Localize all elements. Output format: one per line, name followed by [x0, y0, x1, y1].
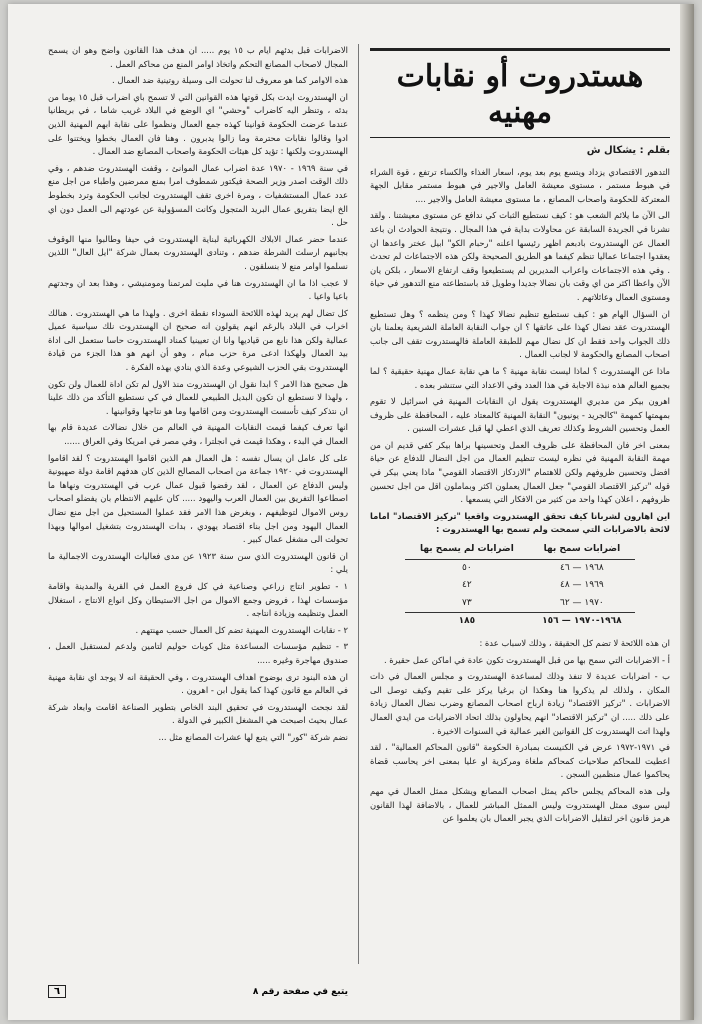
paragraph: لقد نجحت الهستدروت في تحقيق البند الخاص بتطوير الصناعة اقامت وابعاد شركة عمال بحيث اصبحت هي المشغل الكبير في الدولة . [48, 701, 348, 726]
table-row [405, 595, 635, 613]
article-title: هستدروت أو نقابات مهنيه [396, 59, 644, 130]
table-cell: ١٩٦٩ — ٤٨ [560, 580, 604, 591]
table-cell: ٧٣ [462, 597, 472, 608]
paragraph: ان هذه اللائحة لا تضم كل الحقيقة ، وذلك لاسباب عدة : [479, 638, 670, 648]
table-header: اضرابات لم يسمح بها [405, 541, 529, 559]
article-left-column [48, 44, 348, 748]
table-cell: ١٩٦٨-١٩٧٠ — ١٥٦ [529, 613, 635, 631]
paragraph: ان قانون الهستدروت الذي سن سنة ١٩٢٣ عن مدى فعاليات الهستدروت الاجمالية ما يلي : [48, 550, 348, 575]
newspaper-page [8, 4, 694, 1020]
table-row [405, 559, 635, 577]
paragraph: ان هذه البنود ترى بوضوح اهداف الهستدروت ، وفي الحقيقة انه لا يوجد اي نقابة مهنية في العالم مع قانون كهذا كما يقول ابن - اهرون . [48, 671, 348, 696]
table-cell: ٥٠ [462, 562, 472, 573]
continue-note: يتبع في صفحة رقم ٨ [252, 986, 348, 997]
paragraph: على كل عامل ان يسال نفسه : هل العمال هم الذين اقاموا الهستدروت ؟ لقد اقاموا الهستدروت في ١٩٢٠ جماعة من اصحاب المصالح الذين كان هدفهم اقامة دولة صهيونية وليس الدفاع عن العمال ، لقد رفضوا قبول عمال عرب في الهستدروت ونهاها ما اصطاعوا التفريق بين العمال العرب واليهود ..... كان عليهم الانتظام بان يفضلو اصحاب روس الاموال لتوظيفهم ، وبغرض هذا الامر فقد عملوا المستحيل من اجل منع نضال العمال اليهود ومن اجل بناء اقتصاد يهودي ، بدات الهستدروت بتشغيل اموالها وبهذا تحولت الى مشغل عمال كبير . [48, 452, 348, 545]
paragraph: نضم شركة "كور" التي يتبع لها عشرات المصانع مثل ... [158, 731, 348, 742]
paragraph: اهرون بيكر من مديري الهستدروت يقول ان النقابات المهنية في اسرائيل لا تقوم بمهمتها كمهمة "كالجريد - يونيون" النقابة المهنية كالمعتاد عليه ، المحافظة على ظروف العمل وتحسين الشروط وكذلك تعريف الذي اعطي لها قبل عشرات السنين . [370, 396, 670, 434]
paragraph: ماذا عن الهستدروت ؟ لماذا ليست نقابة مهنية ؟ ما هي نقابة عمال مهنية حقيقية ؟ لما بجميع العالم هذه نبذة الاجابة في هذا العدد وفي الاعداد التي ستنشر بعده . [370, 365, 670, 390]
paragraph: انها تعرف كيفما قيمت النقابات المهنية في العالم من خلال نضالات عديدة قام بها العمال في البدء ، وهكذا قيمت في انجلترا ، وفي مصر في امريكا وفي العراق ...... [48, 422, 348, 447]
table-total-row [405, 613, 635, 631]
paragraph: كل تضال لهم يريد لهذه اللائحة السوداء نقطة اخرى . ولهذا ما هي الهستدروت . هنالك اخراب في البلاد بالرغم انهم يقولون انه صحيح ان الهستدروت نلك سياسية عميل عمالية ولكن هذا نابع من قياديها وانا ان تعيينيا كمناد الهستدروت حاسا ستعمل الى اداة بيد العمال ولهكذا ادعى مرة حزب مبام ، وهو أن انهم هو هذا الجزء من قيادة الهستدروت بقي الحزب الشيوعي وعدة الذي بنادي بهذه الفكرة . [48, 307, 348, 373]
table-cell: ١٩٧٠ — ٦٢ [560, 597, 604, 608]
paragraph: اين اهارون لشرىانا كيف تحقق الهستدروت واقعيا "تركيز الاقتصاد" اماما لائحة بالاضرابات التي سمحت ولم تسمح بها الهستدروت : [370, 510, 670, 535]
paragraph: ان السؤال الهام هو : كيف نستطيع تنظيم نضالا كهذا ؟ ومن ينظمه ؟ وهل تستطيع الهستدروت عقد نضال كهذا على عاتقها ؟ ان جواب النقابة العاملة الشريعية يعلمنا بان ذلك الجواب واحد فقط ان كل نضال مهم للطبقة العاملة فالهستدروت تقف الى جانب اصحاب المصانع والحكومة لا لجانب العمال . [370, 308, 670, 360]
paragraph: لا عجب اذا ما ان الهستدروت هنا في مليت لمرتمنا ومومنيشي ، وهذا بعد ان وجدتهم باعيا واعيا . [48, 277, 348, 302]
title-box [370, 48, 670, 138]
paragraph: الى الآن ما يلائم الشعب هو : كيف نستطيع الثبات كي ندافع عن مستوى معيشتنا . ولقد نشرنا في الجريدة السابقة عن محاولات بداية في هذا المجال . ونتيجة الحوادث ان باعد العمال عن الهستدروت بادبعم اظهر رئيسها اعلنه "رحبام الكو" ابيل عختر واعدها ان يعقدوا اجتماعا عماليا تنظم كيفما هو الطريق الصحيحة ولكن هذه الاجتماعات لم تحدث . وفي هذه الاجتماعات واعراب المديرين لم يستطيعوا وقف ارتفاع الاسعار ، بلكن يان الآن واعظا اكثر من اي وقت بان نضالا جديدا وطويل قد باستطاعته منع التدهور في حياة ومستوى العمال وعائلاتهم . [370, 210, 670, 302]
article-right-column [370, 48, 670, 829]
paragraph: هل صحيح هذا الامر ؟ ابدا نقول ان الهستدروت منذ الاول لم تكن اداة للعمال ولن تكون ، ولهذا لا نستطيع ان تكون البديل الطبيعي للعمال في كي نستطيع التأكد من ذلك علينا ان نتذكر كيف تأسست الهستدروت ومن اقامها وما هو نتاجها وقوانينها . [48, 378, 348, 416]
table-cell: ١٨٥ [405, 613, 529, 631]
paragraph: ان الهستدروت ايدت بكل قوتها هذه القوانين التي لا تسمح باي اضراب قبل ١٥ يوما من بدئه ، وتنظر اليه كاضراب "وحشي" اي الوضع في البلاد غريب شاما ، في بريطانيا عندما عرضت الحكومة قوانينا كهذه جمع العمال ونظموا على نقابة ابهم المهنية الذين ادوا وقالوا نقابات محترمة وما زالوا يدبرون . وهنا فان العمال بخطوا ويختنوا على الهستدروت ولكنها : تؤيد كل هيئات الحكومة واصحاب المصانع ضد العمال . [48, 91, 349, 157]
paragraph: بمعنى اخر فان المحافظة على ظروف العمل وتحسينها براها بيكر كفي قديم ان من مهمة النقابة المهنية في نظره ليست تنظيم العمال من اجل النضال للدفاع عن حياة افضل وتحسين ظروفهم ولكن للاهتمام "الازدكاز الاقتصاد القومي" ماذا يعني بيكر في قوله "تركيز الاقتصاد القومي" جعل العمال يعملون اكثر وبماملون اقل من اجل تحسين ظروفهم ، اعلان كهذا واحد من كثير من الافكار التي يسمعها . [370, 439, 670, 505]
paragraph: ١ - تطوير انتاج زراعي وصناعية في كل فروع العمل في القرية والمدينة واقامة مؤسسات لهذا ، فروض وجمع الاموال من اجل الاستيطان وكل انواع الانتاج ، استغلال العمل وتنظيمه وزيادة انتاجه . [48, 580, 348, 619]
paragraph: في سنة ١٩٦٩ - ١٩٧٠ عدة اضراب عمال الموانئ ، وقفت الهستدروت ضدهم ، وفي ذلك الوقت اصدر وزير الصحة فيكتور شمطوف امرا بمنع ممرضين واطباء من اجل منع عدد عمال المستشفيات ، ومرة اخرى تقف الهستدروت لجانب الحكومة وترد بخطوط الخ ايضا بتفريق عمال البريد المتجول وكانت المسؤولية عن عودتهم الى العمل دون اي حل . [48, 162, 348, 228]
paragraph: التدهور الاقتصادي يزداد ويتسع يوم بعد يوم، اسعار الغذاء والكساء ترتفع ، قوة الشراء في هبوط مستمر ، مستوى معيشة العامل والاجير في هبوط مستمر مقابل الجهة المعتركة للحكومة واصحاب المصانع ، ما مستوى معيشة العامل والاجير .... [370, 166, 670, 204]
paragraph: ٢ - نقابات الهستدروت المهنية تضم كل العمال حسب مهنتهم . [135, 624, 348, 635]
strikes-table [405, 541, 635, 631]
paragraph: في ١٩٧١-١٩٧٢ عرض في الكنيست بمبادرة الحكومة "قانون المحاكم العمالية" ، لقد اعطيت للمحاكم صلاحيات كمحاكم ملغاة ومركزية او عليا بمعنى اخر يحاسب قضاة يحاكموا عمال منظمين السجن . [370, 742, 670, 780]
column-divider [358, 44, 359, 964]
binder-edge [680, 4, 694, 1020]
paragraph: هذه الاوامر كما هو معروف لنا تحولت الى وسيلة روتينية ضد العمال . [112, 75, 348, 86]
paragraph: الاضرابات قبل بدئهم ايام ب ١٥ يوم ..... ان هدف هذا القانون واضح وهو ان يسمح المجال لاصحاب المصانع التحكم واتخاذ اوامر المنع من محاكم العمل . [48, 45, 348, 69]
paragraph: ب - اضرابات عديدة لا تنفذ وذلك لمساعدة الهستدروت و مجلس العمال في ذات المكان ، ولذلك لم يذكروا هنا وهكذا ان برغيا يركز على تقيم وكيف توصل الى الاضرابات . "تركيز الاقتصاد" زيادة ارباح اصحاب المصانع وضرب نضال العمال زيادة على ذلك ..... ان "تركيز الاقتصاد" انهم يحاولون بذلك اتحاد الاضرابات من ايدي العمال ولهذا اتت الهستدروت كل القوانين الغير عمالية في السنوات الاخيرة . [370, 671, 670, 736]
table-row [405, 577, 635, 595]
paragraph: ولى هذه المحاكم يجلس حاكم يمثل اصحاب المصانع ويشكل ممثل العمال في مهم ليس سوى ممثل الهستدروت وليس الممثل المباشر للعمال ، بالاضافة لهذا القانون هرمز قانون اخر لتقليل الاضرابات الذي يجبر العمال بان يعلموا عن [370, 785, 670, 824]
table-cell: ٤٢ [462, 580, 472, 591]
table-cell: ١٩٦٨ — ٤٦ [560, 562, 604, 573]
paragraph: أ - الاضرابات التي سمح بها من قبل الهستدروت تكون عادة في اماكن عمل حقيرة . [383, 654, 670, 665]
page-footer [48, 985, 348, 998]
table-header: اضرابات سمح بها [529, 541, 635, 559]
page-number: ٦ [48, 985, 66, 998]
paragraph: ٣ - تنظيم مؤسسات المساعدة مثل كوبات حوليم لتامين ولدعم لمستقبل العمل ، صندوق مهاجرة وغيره ..... [48, 641, 348, 665]
paragraph: عندما حضر عمال الابلاك الكهربائية لبناية الهستدروت في حيفا وطالبوا منها الوقوف بجانبهم ارسلت الشرطة ضدهم ، وتنادى الهستدروت بعمال شركة "ايل العال" اللذين نسلموا اوامر منع لا بنسلقون . [48, 233, 348, 271]
article-byline: بقلم : يشكال ش [586, 145, 670, 156]
